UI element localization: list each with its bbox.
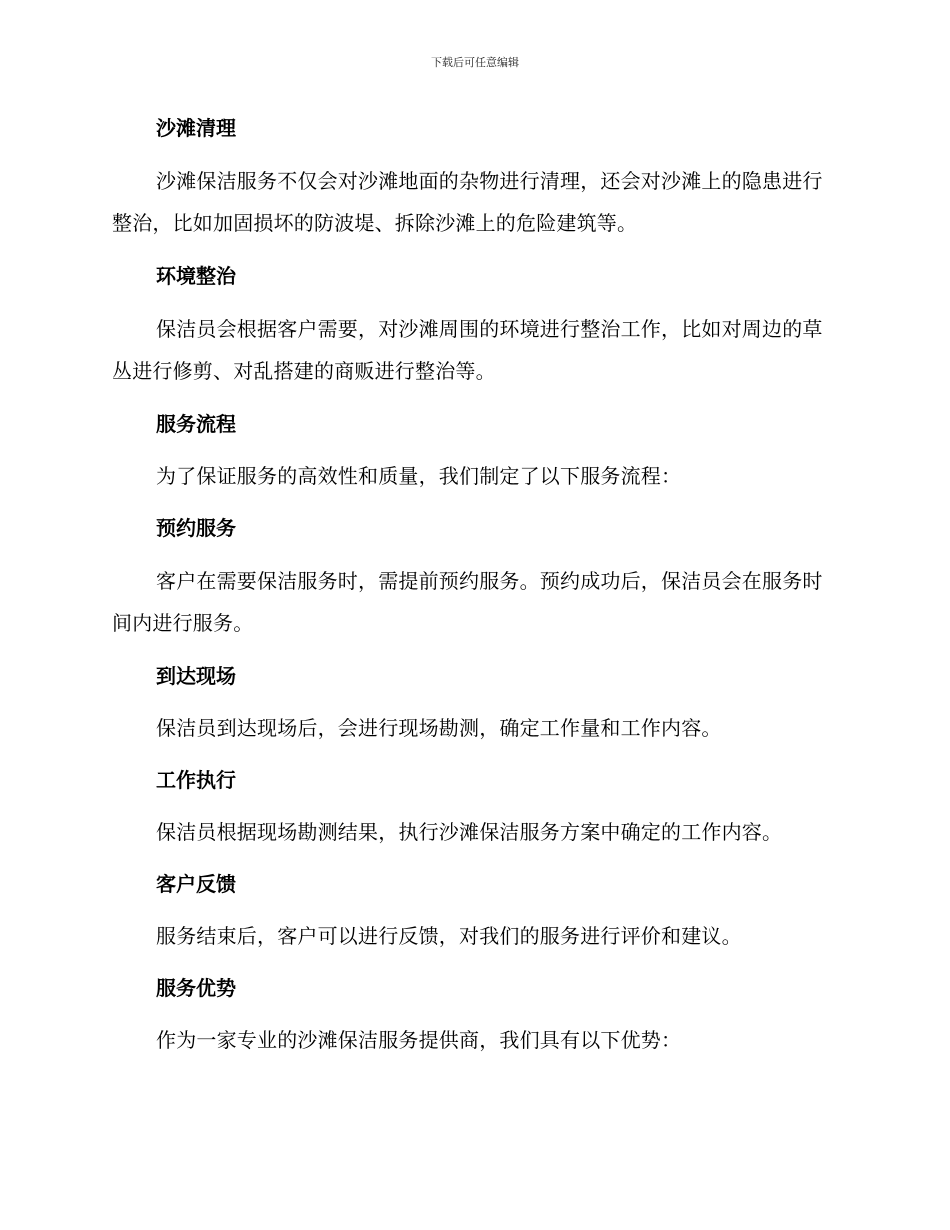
section-paragraph: 作为一家专业的沙滩保洁服务提供商，我们具有以下优势： <box>156 1028 682 1052</box>
section-service-process <box>112 406 832 496</box>
section-heading: 沙滩清理 <box>156 116 236 140</box>
section-beach-cleaning <box>112 110 832 244</box>
section-execution <box>112 762 832 852</box>
section-heading: 工作执行 <box>156 768 236 792</box>
section-advantages <box>112 970 832 1060</box>
section-heading: 到达现场 <box>156 664 236 688</box>
section-paragraph: 保洁员根据现场勘测结果，执行沙滩保洁服务方案中确定的工作内容。 <box>156 820 783 844</box>
document-body <box>112 110 832 1074</box>
section-arrival <box>112 658 832 748</box>
section-heading: 预约服务 <box>156 516 236 540</box>
section-booking <box>112 510 832 644</box>
section-heading: 环境整治 <box>156 264 236 288</box>
section-heading: 服务流程 <box>156 412 236 436</box>
section-heading: 服务优势 <box>156 976 236 1000</box>
section-paragraph: 为了保证服务的高效性和质量，我们制定了以下服务流程： <box>156 464 682 488</box>
section-feedback <box>112 866 832 956</box>
section-heading: 客户反馈 <box>156 872 236 896</box>
section-paragraph: 沙滩保洁服务不仅会对沙滩地面的杂物进行清理，还会对沙滩上的隐患进行整治，比如加固损坏的防波堤、拆除沙滩上的危险建筑等。 <box>112 169 823 235</box>
section-paragraph: 客户在需要保洁服务时，需提前预约服务。预约成功后，保洁员会在服务时间内进行服务。 <box>112 569 823 635</box>
section-paragraph: 保洁员会根据客户需要，对沙滩周围的环境进行整治工作，比如对周边的草丛进行修剪、对乱搭建的商贩进行整治等。 <box>112 317 823 383</box>
section-paragraph: 服务结束后，客户可以进行反馈，对我们的服务进行评价和建议。 <box>156 924 742 948</box>
section-paragraph: 保洁员到达现场后，会进行现场勘测，确定工作量和工作内容。 <box>156 716 722 740</box>
page-header: 下载后可任意编辑 <box>431 56 519 69</box>
section-environment <box>112 258 832 392</box>
